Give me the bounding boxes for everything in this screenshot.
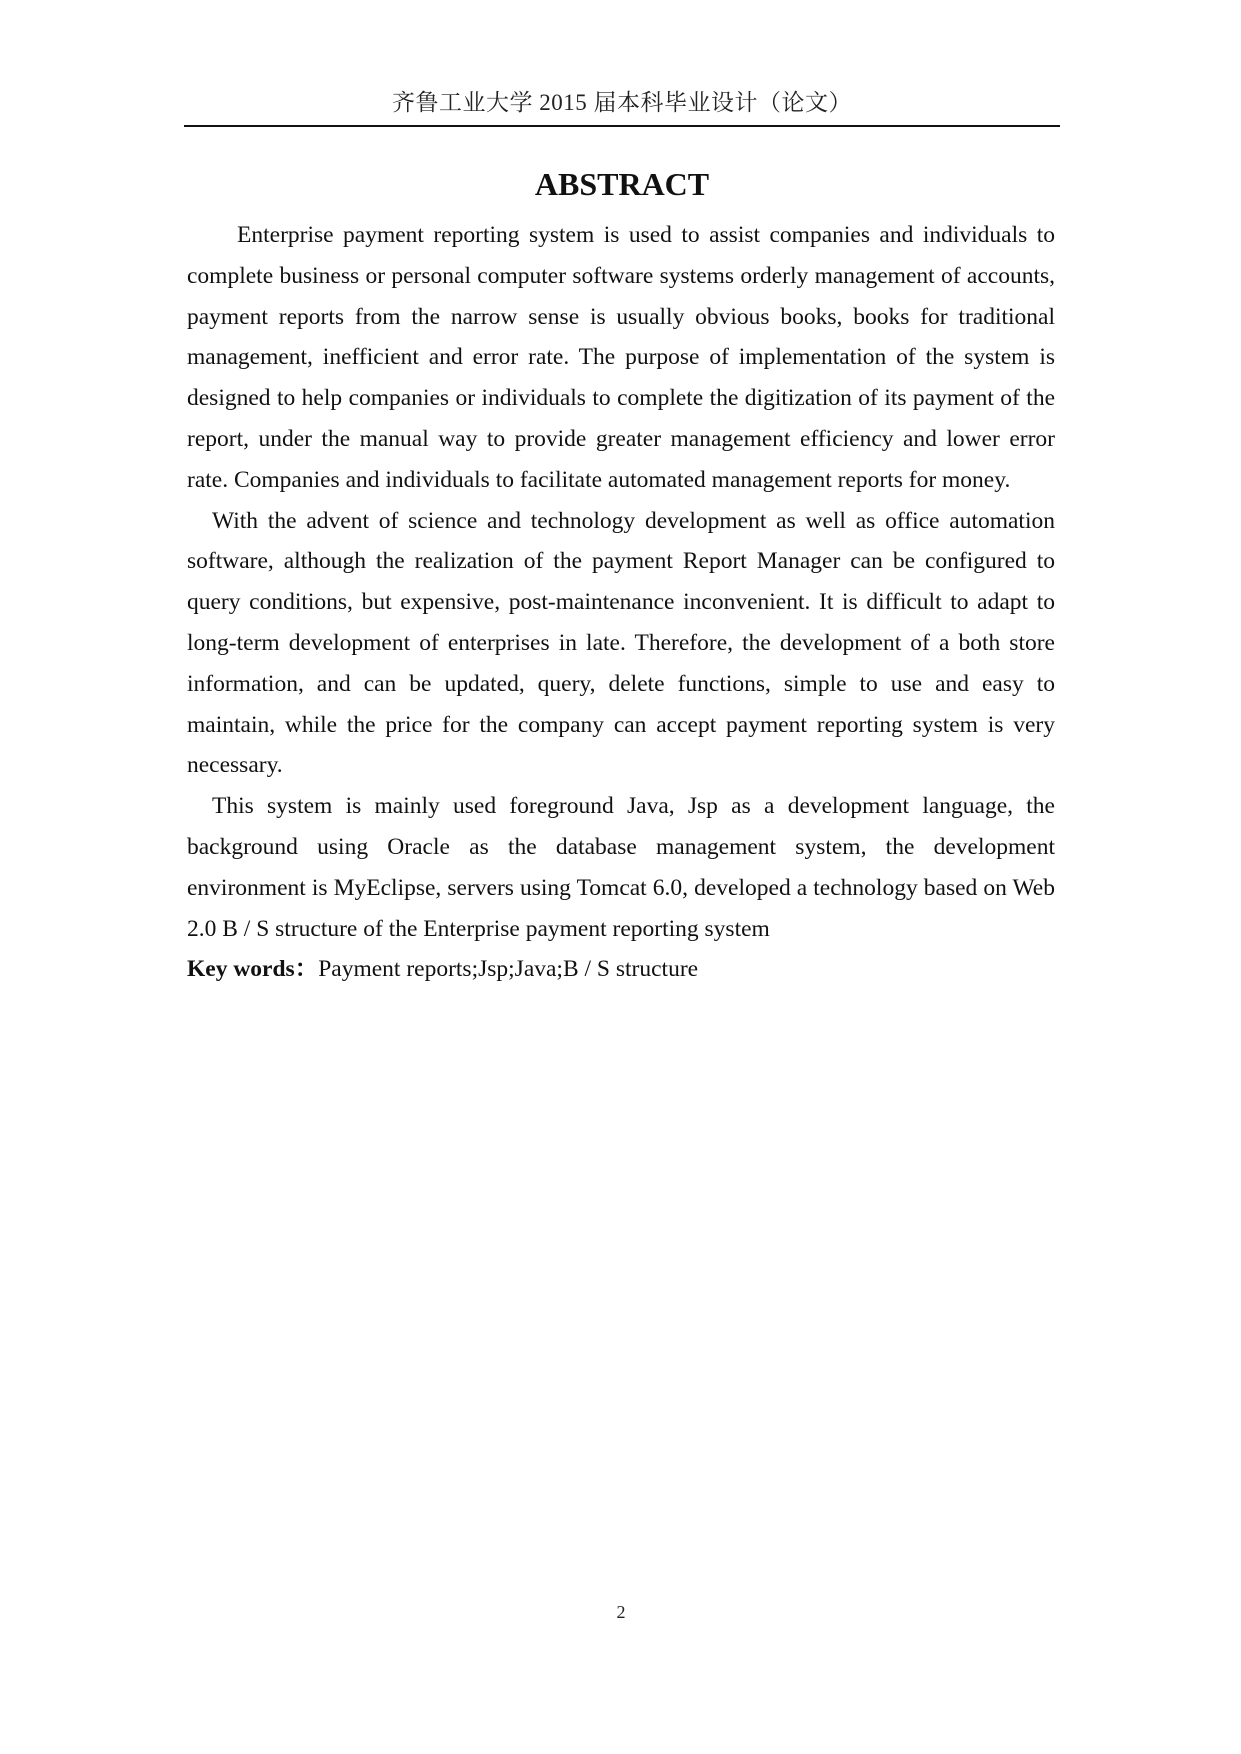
abstract-body [187,215,1055,990]
keywords-label: Key words： [187,956,319,983]
keywords-value: Payment reports;Jsp;Java;B / S structure [318,956,699,983]
abstract-paragraph-1: Enterprise payment reporting system is used to assist companies and individuals to complete business or personal computer software systems orderly management of accounts, payment reports from the narrow sense is usually obvious books, books for traditional management, inefficient and error rate. The purpose of implementation of the system is designed to help companies or individuals to complete the digitization of its payment of the report, under the manual way to provide greater management efficiency and lower error rate. Companies and individuals to facilitate automated management reports for money. [187,222,1055,493]
header-divider [184,125,1060,127]
page-number: 2 [616,1602,626,1622]
keywords-line [187,949,1055,990]
page-header: 齐鲁工业大学 2015 届本科毕业设计（论文） [392,90,852,115]
abstract-title: ABSTRACT [534,166,710,202]
abstract-paragraph-3: This system is mainly used foreground Java, Jsp as a development language, the background using Oracle as the database management system, the development environment is MyEclipse, servers using Tomcat 6.0, developed a technology based on Web 2.0 B / S structure of the Enterprise payment reporting system [187,793,1055,942]
abstract-paragraph-2: With the advent of science and technology development as well as office automation software, although the realization of the payment Report Manager can be configured to query conditions, but expensive, post-maintenance inconvenient. It is difficult to adapt to long-term development of enterprises in late. Therefore, the development of a both store information, and can be updated, query, delete functions, simple to use and easy to maintain, while the price for the company can accept payment reporting system is very necessary. [187,507,1055,779]
